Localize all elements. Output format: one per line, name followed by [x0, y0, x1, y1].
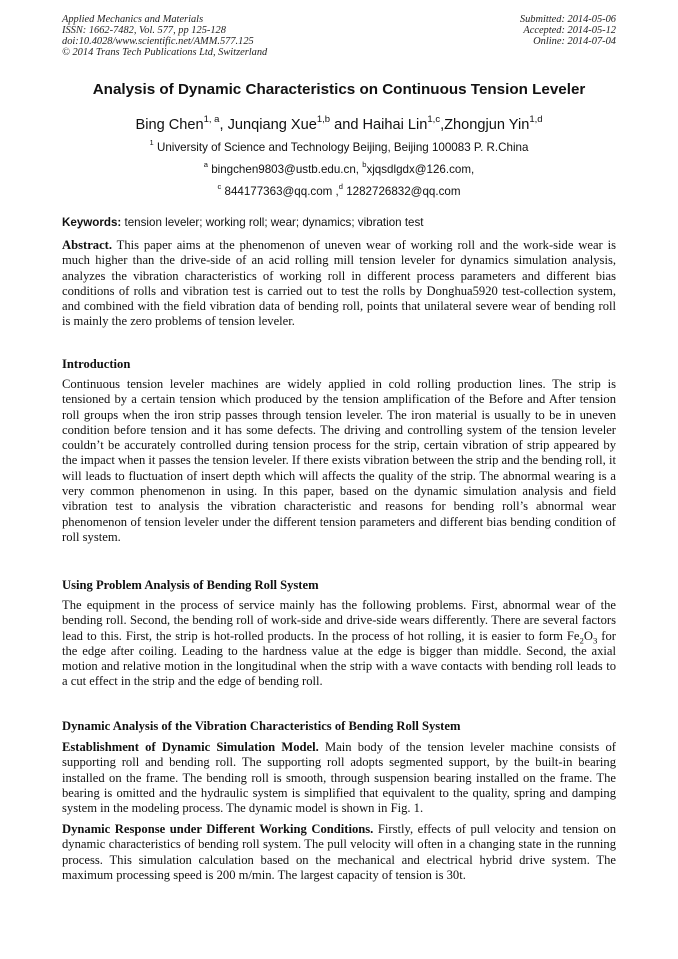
keywords-text: tension leveler; working roll; wear; dynamics; vibration test: [124, 216, 424, 229]
email-address: 1282726832@qq.com: [346, 184, 461, 198]
journal-header: [62, 14, 267, 58]
author-separator: ,: [440, 116, 445, 133]
email-mark: b: [362, 160, 367, 169]
section-heading-introduction: Introduction: [62, 357, 131, 371]
email-address: bingchen9803@ustb.edu.cn,: [211, 162, 359, 176]
problem-text-part-1: The equipment in the process of service mainly has the following problems. First, abnormal wear of the bending roll. Second, the bending roll of work-side and drive-side wears differently. There are several factors lead to this. First, the strip is hot-rolled products. In the process of hot rolling, it is easier to form: [62, 598, 616, 643]
author-name: Haihai Lin: [362, 116, 428, 133]
affiliation: [0, 137, 678, 155]
email-mark: a: [203, 160, 208, 169]
formula-o-subscript: 3: [592, 635, 598, 646]
model-paragraph: [62, 740, 616, 816]
online-date: Online: 2014-07-04: [533, 36, 616, 47]
response-paragraph: [62, 822, 616, 883]
formula-o: O: [583, 628, 593, 643]
problem-text-part-2: for the edge after coiling. Leading to the hardness value at the edge is bigger than middle. Second, the axial motion and relative motion in the longitudinal when the strip with a wave contacts with bending roll leads to a cut effect in the strip and the edge of bending roll.: [62, 628, 616, 689]
author-separator: and: [330, 116, 363, 133]
introduction-text: Continuous tension leveler machines are widely applied in cold rolling production lines. The strip is tensioned by a certain tension which produced by the tension amplification of the Before and After tension roll groups when the iron strip passes through tension leveler. The iron material is usually to be in uneven condition before tension and it has some defects. The driving and controlling system of the tension leveler couldn’t be accurately controlled during tension process for the strip, certain vibration of strip appeared by the impact when it passes the tension leveler. If there exists vibration between the strip and the bending roll, it will leads to fluctuation of insert depth which will affects the quality of the strip. The abnormal wearing is a very common phenomenon in using. In this paper, based on the dynamic simulation analysis and field vibration test to analysis the vibration characteristic and reasons for bending roll’s abnormal wear phenomenon of tension leveler under the different tension parameters and different bias bending condition of roll system.: [62, 377, 616, 544]
section-heading-problem-analysis: Using Problem Analysis of Bending Roll System: [62, 578, 319, 592]
issn-line: ISSN: 1662-7482, Vol. 577, pp 125-128: [62, 25, 226, 36]
author-sup: 1,b: [316, 114, 331, 125]
response-text: Firstly, effects of pull velocity and tension on dynamic characteristics of bending roll system. The pull velocity will often in a changing state in the running process. This simulation calculation based on the mechanical and electrical hybrid drive system. The maximum processing speed is 200 m/min. The largest capacity of tension is 30t.: [62, 822, 616, 882]
paper-title: Analysis of Dynamic Characteristics on Continuous Tension Leveler: [92, 81, 586, 98]
email-address: 844177363@qq.com ,: [224, 184, 339, 198]
email-line-1: [0, 159, 678, 177]
affiliation-mark: 1: [149, 138, 154, 147]
response-label: Dynamic Response under Different Working Conditions.: [62, 822, 374, 836]
copyright-line: © 2014 Trans Tech Publications Ltd, Switzerland: [62, 47, 268, 58]
author-list: [0, 112, 678, 134]
dates-header: [520, 14, 616, 47]
keywords-label: Keywords:: [62, 216, 122, 229]
formula-fe-subscript: 2: [579, 635, 584, 646]
affiliation-text: University of Science and Technology Beijing, Beijing 100083 P. R.China: [156, 140, 529, 154]
author-sup: 1,c: [427, 114, 441, 125]
email-address: xjqsdlgdx@126.com,: [366, 162, 475, 176]
accepted-date: Accepted: 2014-05-12: [523, 25, 616, 36]
author-name: Zhongjun Yin: [444, 116, 530, 133]
journal-name: Applied Mechanics and Materials: [62, 14, 204, 25]
problem-analysis-text: [62, 598, 616, 690]
author-separator: ,: [219, 116, 228, 133]
keywords: [62, 216, 616, 230]
author-name: Bing Chen: [135, 116, 204, 133]
model-label: Establishment of Dynamic Simulation Model.: [62, 740, 319, 754]
email-mark: d: [338, 182, 343, 191]
abstract: [62, 238, 616, 330]
model-text: Main body of the tension leveler machine consists of supporting roll and bending roll. The supporting roll adopts segmented support, by the built-in bearing installed on the frame. The bending roll is smooth, through suspension bearing installed on the frame. The bearing is omitted and the hydraulic system is simplified that equivalent to the quality, spring and damping system in the modeling process. The dynamic model is shown in Fig. 1.: [62, 740, 617, 816]
doi-line: doi:10.4028/www.scientific.net/AMM.577.125: [62, 36, 254, 47]
submitted-date: Submitted: 2014-05-06: [519, 14, 616, 25]
abstract-label: Abstract.: [62, 238, 113, 252]
formula-fe: Fe: [566, 628, 580, 643]
author-sup: 1,d: [529, 114, 543, 125]
author-name: Junqiang Xue: [227, 116, 317, 133]
author-sup: 1, a: [203, 114, 220, 125]
abstract-text: This paper aims at the phenomenon of uneven wear of working roll and the work-side wear is much higher than the drive-side of an acid rolling mill tension leveler for dynamics simulation analysis, analyzes the vibration characteristics of working roll in different process parameters and different bias conditions of rolls and vibration test is carried out to test the rolls by Donghua5920 test-collection system, and combined with the field vibration data of bending roll, points that unilateral severe wear of bending roll is mainly the zero problems of tension leveler.: [62, 238, 617, 329]
email-mark: c: [217, 182, 222, 191]
email-line-2: [0, 181, 678, 199]
section-heading-dynamic-analysis: Dynamic Analysis of the Vibration Characteristics of Bending Roll System: [62, 719, 461, 733]
